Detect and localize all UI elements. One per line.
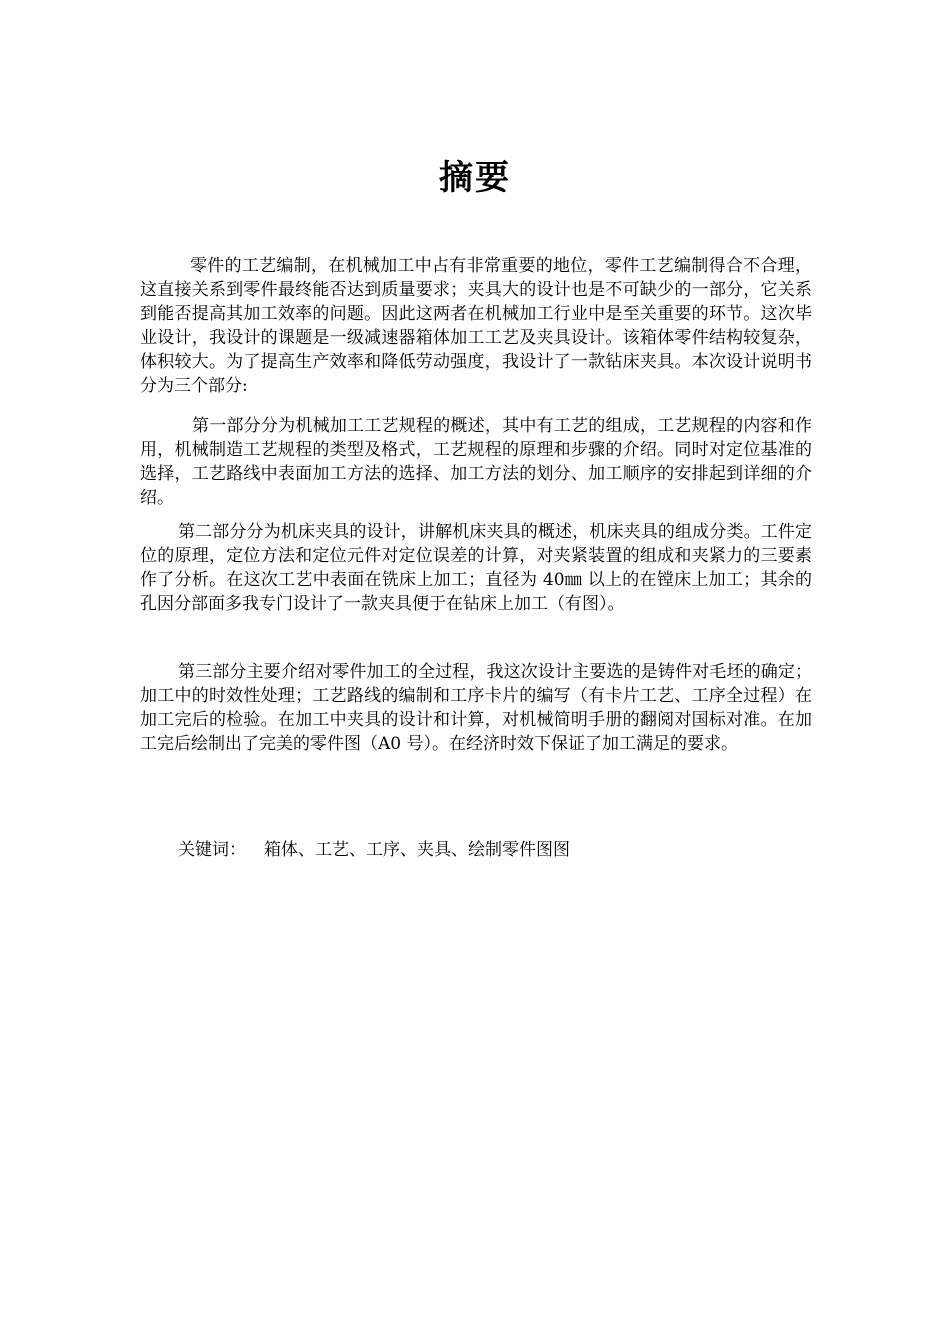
abstract-paragraph-3: 第二部分分为机床夹具的设计，讲解机床夹具的概述，机床夹具的组成分类。工件定位的原理，定位方法和定位元件对定位误差的计算，对夹紧装置的组成和夹紧力的三要素作了分析。在这次工艺中表面在铣床上加工；直径为 40㎜ 以上的在镗床上加工；其余的孔因分部面多我专门设计了一款夹具便于在钻床上加工（有图）。 — [140, 522, 812, 614]
page-title: 摘要 — [439, 158, 511, 198]
abstract-paragraph-2: 第一部分分为机械加工工艺规程的概述，其中有工艺的组成，工艺规程的内容和作用，机械制造工艺规程的类型及格式，工艺规程的原理和步骤的介绍。同时对定位基准的选择，工艺路线中表面加工方法的选择、加工方法的划分、加工顺序的安排起到详细的介绍。 — [140, 416, 812, 508]
abstract-paragraph-1: 零件的工艺编制，在机械加工中占有非常重要的地位，零件工艺编制得合不合理，这直接关系到零件最终能否达到质量要求；夹具大的设计也是不可缺少的一部分，它关系到能否提高其加工效率的问题。因此这两者在机械加工行业中是至关重要的环节。这次毕业设计，我设计的课题是一级减速器箱体加工工艺及夹具设计。该箱体零件结构较复杂，体积较大。为了提高生产效率和降低劳动强度，我设计了一款钻床夹具。本次设计说明书分为三个部分: — [140, 256, 812, 396]
keywords-label: 关键词： — [178, 840, 246, 860]
keywords-value: 箱体、工艺、工序、夹具、绘制零件图图 — [264, 840, 570, 860]
keywords-line — [178, 838, 570, 862]
abstract-paragraph-4: 第三部分主要介绍对零件加工的全过程，我这次设计主要选的是铸件对毛坯的确定；加工中的时效性处理；工艺路线的编制和工序卡片的编写（有卡片工艺、工序全过程）在加工完后的检验。在加工中夹具的设计和计算，对机械简明手册的翻阅对国标对准。在加工完后绘制出了完美的零件图（A0 号）。在经济时效下保证了加工满足的要求。 — [140, 662, 812, 754]
